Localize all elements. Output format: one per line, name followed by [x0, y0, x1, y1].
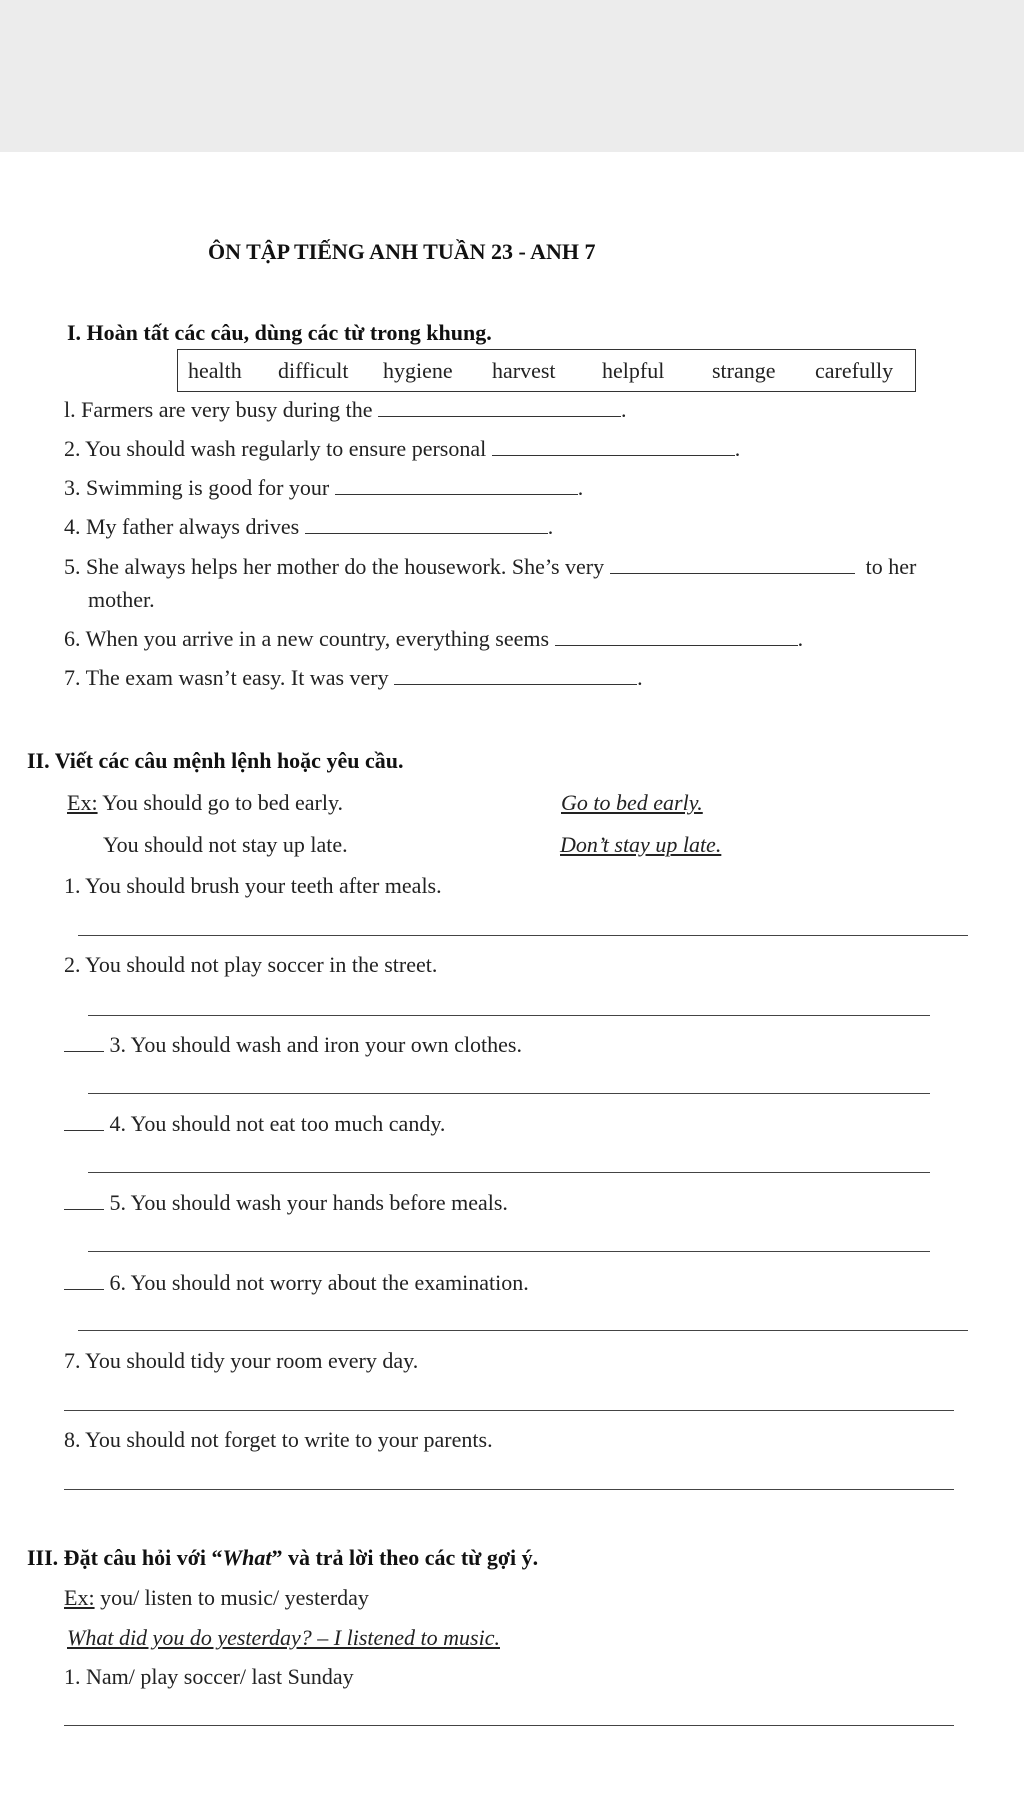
s1-question-3: 3. Swimming is good for your .: [64, 475, 584, 500]
top-margin: [0, 0, 1024, 152]
answer-blank[interactable]: [305, 515, 548, 534]
s1-question-5-cont: mother.: [88, 587, 155, 612]
check-blank[interactable]: [64, 1112, 104, 1131]
answer-line[interactable]: [88, 1172, 930, 1173]
check-blank[interactable]: [64, 1271, 104, 1290]
answer-line[interactable]: [78, 935, 968, 936]
s2-example-1: Ex: You should go to bed early.: [67, 790, 344, 815]
answer-line[interactable]: [88, 1251, 930, 1252]
check-blank[interactable]: [64, 1191, 104, 1210]
word-helpful: helpful: [602, 358, 665, 383]
answer-line[interactable]: [88, 1015, 930, 1016]
s2-question-5: 5. You should wash your hands before meals.: [64, 1190, 508, 1216]
section-1-heading: I. Hoàn tất các câu, dùng các từ trong khung.: [67, 320, 492, 345]
s3-example-answer: What did you do yesterday? – I listened to music.: [67, 1625, 500, 1650]
s2-example-2: You should not stay up late.: [103, 832, 348, 857]
word-harvest: harvest: [492, 358, 556, 383]
s2-question-7: 7. You should tidy your room every day.: [64, 1348, 419, 1373]
s1-question-6: 6. When you arrive in a new country, everything seems .: [64, 626, 804, 651]
section-2-heading: II. Viết các câu mệnh lệnh hoặc yêu cầu.: [27, 748, 404, 773]
s1-question-7: 7. The exam wasn’t easy. It was very .: [64, 665, 643, 690]
word-box: [177, 349, 916, 392]
s1-question-5: 5. She always helps her mother do the housework. She’s very to her: [64, 554, 917, 579]
s2-question-3: 3. You should wash and iron your own clothes.: [64, 1032, 522, 1058]
s2-question-1: 1. You should brush your teeth after meals.: [64, 873, 442, 898]
s2-question-6: 6. You should not worry about the examination.: [64, 1270, 529, 1296]
answer-line[interactable]: [64, 1410, 954, 1411]
answer-line[interactable]: [88, 1093, 930, 1094]
page-title: ÔN TẬP TIẾNG ANH TUẦN 23 - ANH 7: [208, 239, 596, 264]
section-3-heading: III. Đặt câu hỏi với “What” và trả lời theo các từ gợi ý.: [27, 1545, 539, 1570]
check-blank[interactable]: [64, 1033, 104, 1052]
answer-blank[interactable]: [610, 555, 855, 574]
s2-question-8: 8. You should not forget to write to your parents.: [64, 1427, 493, 1452]
answer-line[interactable]: [64, 1489, 954, 1490]
answer-blank[interactable]: [394, 666, 637, 685]
answer-blank[interactable]: [335, 476, 578, 495]
s2-example-2-answer: Don’t stay up late.: [560, 832, 722, 857]
answer-line[interactable]: [64, 1725, 954, 1726]
s1-question-4: 4. My father always drives .: [64, 514, 554, 539]
answer-blank[interactable]: [555, 627, 798, 646]
s3-example: Ex: you/ listen to music/ yesterday: [64, 1585, 369, 1610]
word-difficult: difficult: [278, 358, 349, 383]
word-health: health: [188, 358, 242, 383]
word-hygiene: hygiene: [383, 358, 453, 383]
answer-blank[interactable]: [492, 437, 735, 456]
s2-question-4: 4. You should not eat too much candy.: [64, 1111, 445, 1137]
s3-question-1: 1. Nam/ play soccer/ last Sunday: [64, 1664, 354, 1689]
answer-blank[interactable]: [378, 398, 621, 417]
answer-line[interactable]: [78, 1330, 968, 1331]
s1-question-1: l. Farmers are very busy during the .: [64, 397, 627, 422]
word-carefully: carefully: [815, 358, 894, 383]
s2-question-2: 2. You should not play soccer in the street.: [64, 952, 438, 977]
s2-example-1-answer: Go to bed early.: [561, 790, 703, 815]
word-strange: strange: [712, 358, 776, 383]
s1-question-2: 2. You should wash regularly to ensure personal .: [64, 436, 741, 461]
